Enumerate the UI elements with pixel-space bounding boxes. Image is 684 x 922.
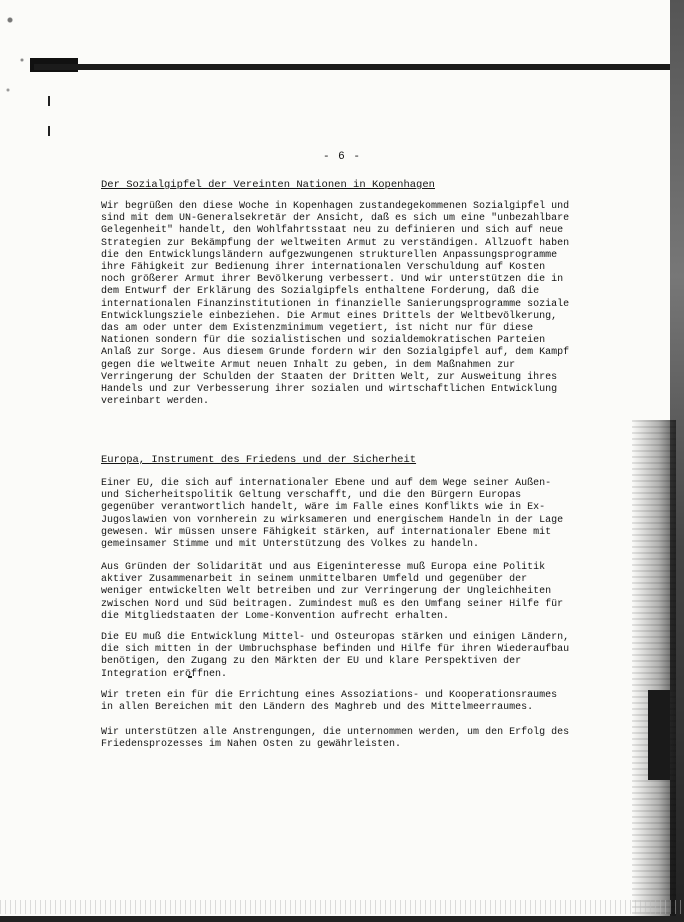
text-line: Handels und zur Verbesserung ihrer sozialen und wirtschaftlichen Entwicklung <box>101 384 558 396</box>
scan-top-border <box>34 64 674 70</box>
text-line: aktiver Zusammenarbeit in seinem unmittelbaren Umfeld und gegenüber der <box>101 574 528 586</box>
text-line: Einer EU, die sich auf internationaler Ebene und auf dem Wege seiner Außen- <box>101 478 552 489</box>
text-line: ihre Fähigkeit zur Bedienung ihrer internationalen Verschuldung auf Kosten <box>101 262 546 274</box>
text-line: Strategien zur Bekämpfung der weltweiten Armut zu verständigen. Allzuoft haben <box>101 237 570 249</box>
text-line: Jugoslawien von vornherein zu wirksameren und energischem Handeln in der Lage <box>101 514 564 526</box>
text-line: Aus Gründen der Solidarität und aus Eigeninteresse muß Europa eine Politik <box>101 562 546 573</box>
text-line: sind mit dem UN-Generalsekretär der Ansicht, daß es sich um eine "unbezahlbare <box>101 213 570 225</box>
text-line: die Mitgliedstaaten der Lome-Konvention aufrecht erhalten. <box>101 610 450 622</box>
scan-bottom-border <box>0 916 684 922</box>
paragraph-europa-osteuropa <box>101 632 570 681</box>
text-line: Die EU muß die Entwicklung Mittel- und Osteuropas stärken und einigen Ländern, <box>101 632 570 643</box>
text-line: Entwicklungsziele einbeziehen. Die Armut eines Drittels der Weltbevölkerung, <box>101 310 558 322</box>
paragraph-europa-maghreb <box>101 690 558 714</box>
scan-noise-right <box>632 420 676 920</box>
paragraph-sozialgipfel <box>101 201 570 408</box>
text-line: Wir treten ein für die Errichtung eines Assoziations- und Kooperationsraumes <box>101 690 558 701</box>
text-line: Wir unterstützen alle Anstrengungen, die unternommen werden, um den Erfolg des <box>101 727 570 738</box>
text-line: gemeinsamer Stimme und mit Unterstützung des Volkes zu handeln. <box>101 539 480 551</box>
paragraph-europa-nahost <box>101 727 570 751</box>
text-line: weniger entwickelten Welt betreiben und zur Verringerung der Ungleichheiten <box>101 586 552 598</box>
text-line: Verringerung der Schulden der Staaten der Dritten Welt, zur Ausweitung ihres <box>101 371 558 383</box>
text-line: benötigen, den Zugang zu den Märkten der EU und klare Perspektiven der <box>101 656 522 668</box>
section-heading-sozialgipfel: Der Sozialgipfel der Vereinten Nationen in Kopenhagen <box>101 179 435 191</box>
text-line: in allen Bereichen mit den Ländern des Maghreb und des Mittelmeerraumes. <box>101 702 534 714</box>
text-line: Nationen sondern für die sozialistischen und sozialdemokratischen Parteien <box>101 335 546 347</box>
page-number: - 6 - <box>322 151 361 163</box>
text-line: Anlaß zur Sorge. Aus diesem Grunde fordern wir den Sozialgipfel auf, dem Kampf <box>101 347 570 359</box>
text-line: Gelegenheit" handelt, den Wohlfahrtsstaat neu zu definieren und sich auf neue <box>101 225 564 237</box>
text-line: Wir begrüßen den diese Woche in Kopenhagen zustandegekommenen Sozialgipfel und <box>101 201 570 212</box>
text-line: die sich mitten in der Umbruchsphase befinden und Hilfe für ihren Wiederaufbau <box>101 644 570 656</box>
text-line: internationalen Finanzinstitutionen in finanzielle Sanierungsprogramme soziale <box>101 298 570 310</box>
text-line: dem Entwurf der Erklärung des Sozialgipfels enthaltene Forderung, daß die <box>101 286 540 298</box>
text-line: zwischen Nord und Süd beitragen. Zumindest muß es den Umfang seiner Hilfe für <box>101 598 564 610</box>
paragraph-europa-eu <box>101 478 564 551</box>
text-line: gegenüber verantwortlich handelt, wäre im Falle eines Konflikts wie in Ex- <box>101 502 546 514</box>
section-heading-europa: Europa, Instrument des Friedens und der Sicherheit <box>101 454 417 466</box>
scan-speck <box>48 96 50 106</box>
text-line: die den Entwicklungsländern aufgezwungenen strukturellen Anpassungsprogramme <box>101 249 558 261</box>
paragraph-europa-solidaritaet <box>101 562 564 623</box>
text-line: Integration eröffnen. <box>101 668 228 680</box>
text-line: gegen die weltweite Armut neuen Inhalt zu geben, in dem Maßnahmen zur <box>101 359 516 371</box>
text-line: das am oder unter dem Existenzminimum vegetiert, ist nicht nur für diese <box>101 323 534 335</box>
text-line: gewesen. Wir müssen unsere Fähigkeit stärken, auf internationaler Ebene mit <box>101 526 552 538</box>
scan-speck <box>48 126 50 136</box>
scan-noise-bottom <box>0 900 684 914</box>
text-line: vereinbart werden. <box>101 396 210 408</box>
text-line: und Sicherheitspolitik Geltung verschafft, und die den Bürgern Europas <box>101 490 522 502</box>
text-line: Friedensprozesses im Nahen Osten zu gewährleisten. <box>101 739 402 751</box>
scan-black-patch <box>648 690 670 780</box>
text-line: noch größerer Armut ihrer Bevölkerung verbessert. Und wir unterstützen die in <box>101 274 564 286</box>
